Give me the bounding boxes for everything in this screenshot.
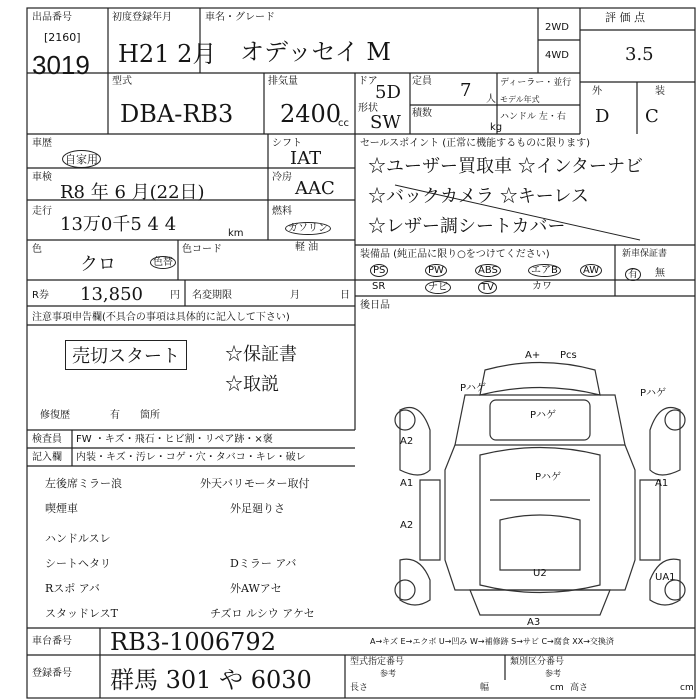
mark-windshield: Pハゲ bbox=[530, 410, 557, 421]
equip-airbag: エアB bbox=[528, 264, 561, 277]
door-value: 5D bbox=[375, 82, 401, 103]
inspection-label: 車検 bbox=[32, 172, 52, 183]
height-label: 高さ bbox=[570, 683, 589, 693]
interior-row: 内装・キズ・汚レ・コゲ・穴・タバコ・キレ・破レ bbox=[76, 452, 306, 463]
plate-value: 群馬 301 や 6030 bbox=[110, 666, 312, 694]
model-designation-label: 型式指定番号 bbox=[350, 657, 405, 667]
length-label: 長さ bbox=[350, 683, 369, 693]
model-value: オデッセイ M bbox=[240, 38, 392, 66]
mark-hood-right: Pハゲ bbox=[640, 388, 667, 399]
equipment-label: 装備品 (純正品に限り○をつけてください) bbox=[360, 249, 550, 260]
dealer-label: ディーラー・並行 bbox=[500, 78, 572, 88]
first-registration-label: 初度登録年月 bbox=[112, 12, 172, 23]
exterior-grade: D bbox=[595, 106, 610, 127]
mark-left-door-1: A1 bbox=[400, 478, 414, 489]
load-label: 積数 bbox=[412, 108, 432, 119]
class-label: 類別区分番号 bbox=[510, 657, 565, 667]
equip-navi: ナビ bbox=[425, 281, 451, 294]
lot-number: 3019 bbox=[32, 50, 90, 80]
delivery-label: 後日品 bbox=[360, 300, 390, 311]
fuel-gasoline: ガソリン bbox=[285, 222, 331, 235]
remark-3: ハンドルスレ bbox=[45, 532, 111, 545]
equip-ps: PS bbox=[370, 264, 388, 277]
mileage-label: 走行 bbox=[32, 206, 52, 217]
color-change: 色替 bbox=[150, 256, 176, 269]
chassis-label: 車台番号 bbox=[32, 636, 72, 647]
capacity-value: 7 bbox=[460, 80, 472, 101]
note-warranty: ☆保証書 bbox=[225, 344, 297, 365]
mark-front-pcs: Pcs bbox=[560, 350, 577, 361]
mark-rear-right: UA1 bbox=[655, 572, 676, 583]
remark-right-3: Dミラー アバ bbox=[230, 557, 297, 570]
history-value: 自家用 bbox=[62, 150, 101, 168]
capacity-unit: 人 bbox=[486, 94, 496, 105]
equip-tv: TV bbox=[478, 281, 497, 294]
warranty-no: 無 bbox=[655, 268, 665, 279]
fuel-label: 燃料 bbox=[272, 206, 292, 217]
mark-left-door-2: A2 bbox=[400, 520, 414, 531]
sales-point-1: ☆ユーザー買取車 ☆インターナビ bbox=[368, 156, 644, 177]
note-manual: ☆取説 bbox=[225, 374, 279, 395]
history-label: 車歴 bbox=[32, 138, 52, 149]
displacement-value: 2400 bbox=[280, 100, 342, 128]
lot-number-label: 出品番号 bbox=[32, 12, 72, 23]
ref-label-2: 参考 bbox=[545, 669, 561, 678]
warranty-yes: 有 bbox=[625, 268, 641, 281]
mark-roof: Pハゲ bbox=[535, 472, 562, 483]
shift-value: IAT bbox=[290, 148, 322, 169]
aircon-value: AAC bbox=[295, 178, 335, 199]
equip-abs: ABS bbox=[475, 264, 501, 277]
fw-row: FW ・キズ・飛石・ヒビ割・リペア跡・×褒 bbox=[76, 434, 273, 445]
drive-2wd-label: 2WD bbox=[545, 22, 569, 33]
width-label: 幅 bbox=[480, 683, 490, 693]
day-unit: 日 bbox=[340, 290, 350, 301]
displacement-label: 排気量 bbox=[268, 76, 298, 87]
first-registration-value: H21 2月 bbox=[118, 40, 217, 68]
cm-unit-1: cm bbox=[550, 683, 564, 693]
recycle-label: R券 bbox=[32, 290, 49, 301]
inspection-value: R8 年 6 月(22日) bbox=[60, 182, 205, 203]
lot-code: [2160] bbox=[44, 31, 81, 44]
remark-right-4: 外AWアセ bbox=[230, 582, 282, 595]
mileage-value: 13万0千5 4 4 bbox=[60, 214, 177, 235]
notes-label: 注意事項申告欄(不具合の事項は具体的に記入して下さい) bbox=[32, 312, 290, 323]
remark-2: 喫煙車 bbox=[45, 502, 78, 515]
remark-1: 左後席ミラー浪 bbox=[45, 477, 122, 490]
start-note: 売切スタート bbox=[65, 340, 187, 370]
model-year-label: モデル年式 bbox=[500, 95, 540, 104]
sales-point-2: ☆バックカメラ ☆キーレス bbox=[368, 186, 589, 207]
mark-front: A+ bbox=[525, 350, 541, 361]
grade-label: 評 価 点 bbox=[605, 11, 645, 24]
remark-right-5: チズロ ルシウ アケセ bbox=[210, 607, 315, 620]
interior-grade: C bbox=[645, 106, 659, 127]
equip-aw: AW bbox=[580, 264, 602, 277]
entry-label: 記入欄 bbox=[32, 452, 62, 463]
shape-label: 形状 bbox=[358, 103, 378, 114]
type-value: DBA-RB3 bbox=[120, 100, 234, 128]
aircon-label: 冷房 bbox=[272, 172, 292, 183]
km-unit: km bbox=[228, 228, 244, 239]
drive-4wd-label: 4WD bbox=[545, 50, 569, 61]
color-code-label: 色コード bbox=[182, 244, 222, 255]
sales-point-3: ☆レザー調シートカバー bbox=[368, 216, 566, 237]
equip-sr: SR bbox=[372, 281, 386, 292]
remark-4: シートヘタリ bbox=[45, 557, 111, 570]
sales-points-label: セールスポイント (正常に機能するものに限ります) bbox=[360, 138, 591, 149]
cc-unit: cc bbox=[338, 118, 349, 129]
chassis-value: RB3-1006792 bbox=[110, 628, 276, 656]
warranty-label: 新車保証書 bbox=[622, 249, 668, 259]
color-label: 色 bbox=[32, 244, 42, 255]
remark-5: Rスポ アバ bbox=[45, 582, 100, 595]
capacity-label: 定員 bbox=[412, 76, 432, 87]
equip-leather: カワ bbox=[532, 281, 552, 292]
fuel-diesel: 軽 油 bbox=[295, 242, 319, 253]
shift-label: シフト bbox=[272, 138, 302, 149]
kg-unit: kg bbox=[490, 122, 503, 133]
repair-yes: 有 bbox=[110, 410, 120, 421]
repair-label: 修復歴 bbox=[40, 410, 70, 421]
repair-place: 箇所 bbox=[140, 410, 160, 421]
mark-hood-left: Pハゲ bbox=[460, 383, 487, 394]
inspector-label: 検査員 bbox=[32, 434, 62, 445]
equip-pw: PW bbox=[425, 264, 447, 277]
mark-left-fender: A2 bbox=[400, 436, 414, 447]
ref-label-1: 参考 bbox=[380, 669, 396, 678]
mark-rear: U2 bbox=[533, 568, 547, 579]
mark-right-door: A1 bbox=[655, 478, 669, 489]
name-change-label: 名変期限 bbox=[192, 290, 232, 301]
recycle-value: 13,850 bbox=[80, 284, 143, 305]
shape-value: SW bbox=[370, 112, 401, 133]
plate-label: 登録番号 bbox=[32, 668, 72, 679]
remark-right-2: 外足廻りさ bbox=[230, 502, 285, 515]
color-value: クロ bbox=[80, 254, 116, 275]
yen-unit: 円 bbox=[170, 290, 180, 301]
model-label: 車名・グレード bbox=[205, 12, 275, 23]
door-label: ドア bbox=[358, 76, 378, 87]
cm-unit-2: cm bbox=[680, 683, 694, 693]
remark-6: スタッドレスT bbox=[45, 607, 119, 620]
exterior-label: 外 bbox=[592, 86, 602, 97]
handle-label: ハンドル 左・右 bbox=[500, 112, 566, 122]
grade-value: 3.5 bbox=[625, 44, 654, 65]
type-label: 型式 bbox=[112, 76, 132, 87]
interior-label: 装 bbox=[655, 86, 665, 97]
mark-bumper: A3 bbox=[527, 617, 541, 628]
remark-right-1: 外天バリモーター取付 bbox=[200, 477, 310, 490]
month-unit: 月 bbox=[290, 290, 300, 301]
diagram-legend: A→キズ E→エクボ U→凹み W→補修跡 S→サビ C→腐食 XX→交換済 bbox=[370, 637, 614, 646]
